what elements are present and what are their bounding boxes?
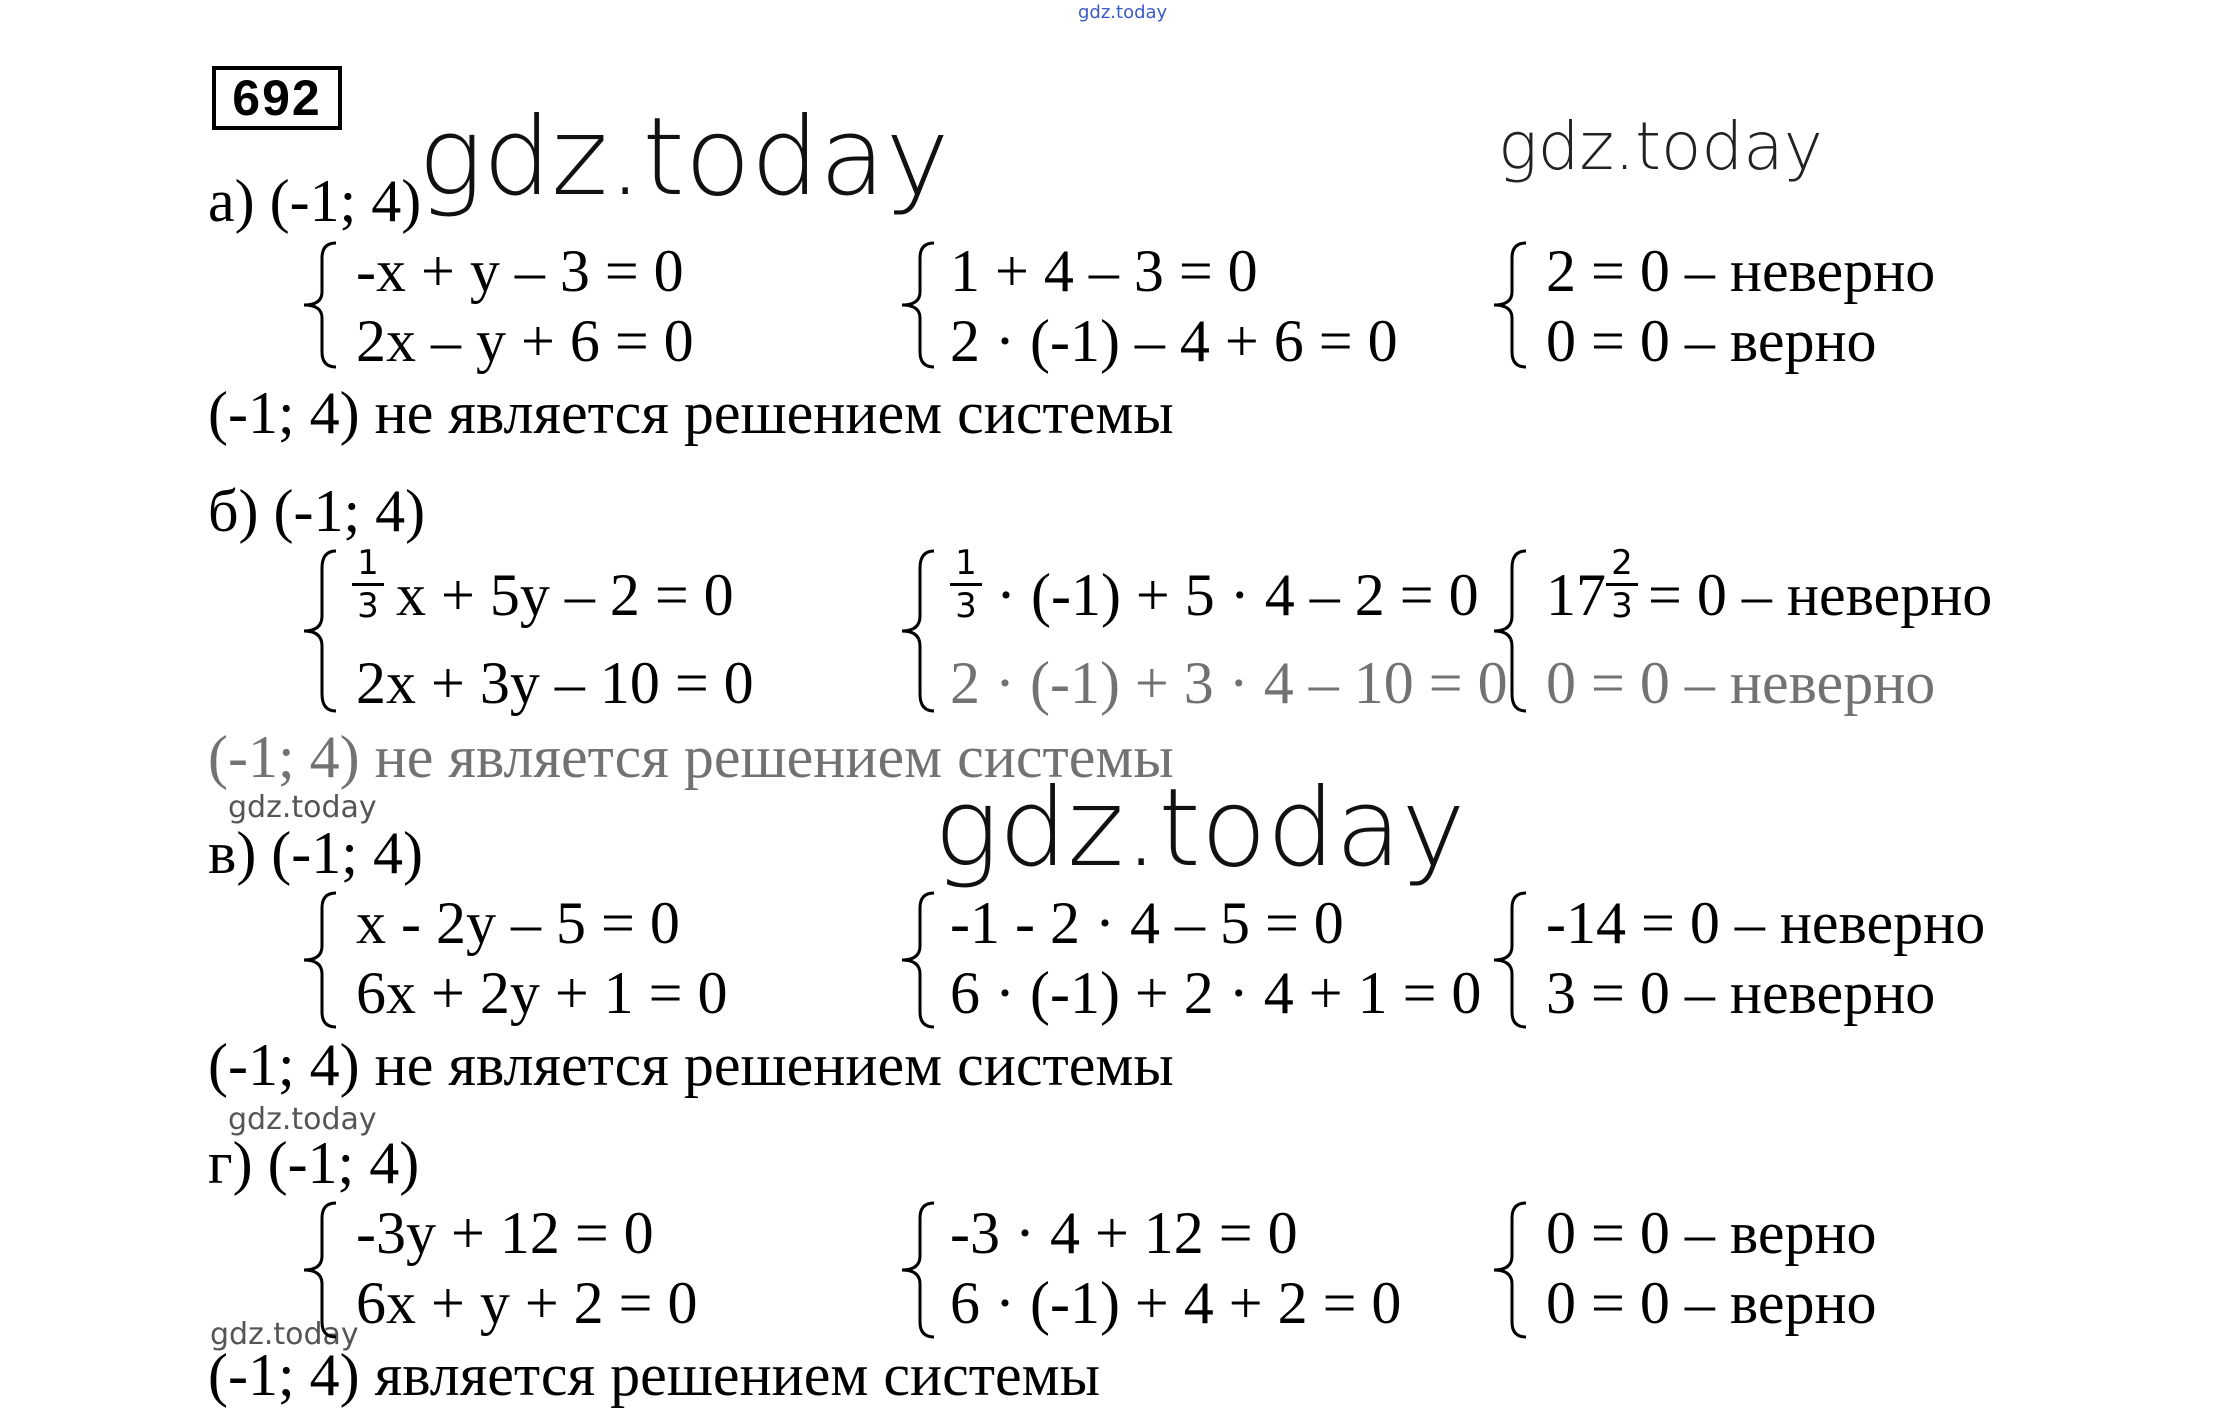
part-a-substitution-brace bbox=[898, 240, 938, 370]
part-v-system-line-2: 6x + 2y + 1 = 0 bbox=[356, 960, 728, 1026]
part-g-substitution-line-1: -3 · 4 + 12 = 0 bbox=[950, 1200, 1298, 1266]
watermark-big-top: gdz.today bbox=[418, 95, 950, 220]
part-g-system-line-2: 6x + y + 2 = 0 bbox=[356, 1270, 698, 1336]
part-a-check-line-1: 2 = 0 – неверно bbox=[1546, 238, 1936, 304]
part-b-substitution-brace bbox=[898, 548, 938, 714]
part-g-system-brace bbox=[300, 1200, 340, 1340]
part-a-system-line-2: 2x – y + 6 = 0 bbox=[356, 308, 694, 374]
part-b-substitution-fraction bbox=[950, 543, 982, 626]
part-b-system-brace bbox=[300, 548, 340, 714]
fraction-denominator: 3 bbox=[357, 586, 379, 626]
part-b-check-brace bbox=[1490, 548, 1530, 714]
part-a-system-brace bbox=[300, 240, 340, 370]
problem-number: 692 bbox=[212, 66, 342, 130]
part-b-system-fraction bbox=[352, 543, 384, 626]
part-g-substitution-line-2: 6 · (-1) + 4 + 2 = 0 bbox=[950, 1270, 1402, 1336]
watermark-big-middle: gdz.today bbox=[934, 766, 1466, 891]
watermark-small-g: gdz.today bbox=[210, 1317, 359, 1352]
part-v-substitution-line-1: -1 - 2 · 4 – 5 = 0 bbox=[950, 890, 1344, 956]
watermark-small-v: gdz.today bbox=[228, 1102, 377, 1137]
part-b-check-line-1: = 0 – неверно bbox=[1648, 562, 1993, 628]
fraction-denominator: 3 bbox=[1611, 586, 1633, 626]
part-b-check-line-2: 0 = 0 – неверно bbox=[1546, 650, 1936, 716]
part-v-check-line-2: 3 = 0 – неверно bbox=[1546, 960, 1936, 1026]
part-b-conclusion: (-1; 4) не является решением системы bbox=[208, 724, 1174, 790]
part-a-substitution-line-1: 1 + 4 – 3 = 0 bbox=[950, 238, 1258, 304]
header-watermark: gdz.today bbox=[1078, 2, 1168, 23]
fraction-numerator: 1 bbox=[357, 543, 379, 583]
part-v-system-brace bbox=[300, 890, 340, 1030]
part-a-substitution-line-2: 2 · (-1) – 4 + 6 = 0 bbox=[950, 308, 1398, 374]
part-g-system-line-1: -3y + 12 = 0 bbox=[356, 1200, 654, 1266]
part-g-check-brace bbox=[1490, 1200, 1530, 1340]
part-g-check-line-2: 0 = 0 – верно bbox=[1546, 1270, 1877, 1336]
part-b-system-line-2: 2x + 3y – 10 = 0 bbox=[356, 650, 754, 716]
part-v-check-line-1: -14 = 0 – неверно bbox=[1546, 890, 1986, 956]
part-b-system-line-1: x + 5y – 2 = 0 bbox=[396, 562, 734, 628]
watermark-small-b: gdz.today bbox=[228, 790, 377, 825]
part-v-check-brace bbox=[1490, 890, 1530, 1030]
part-g-conclusion: (-1; 4) является решением системы bbox=[208, 1342, 1100, 1408]
part-a-system-line-1: -x + y – 3 = 0 bbox=[356, 238, 684, 304]
part-v-conclusion: (-1; 4) не является решением системы bbox=[208, 1032, 1174, 1098]
part-v-label: в) (-1; 4) bbox=[208, 820, 423, 886]
part-a-check-brace bbox=[1490, 240, 1530, 370]
part-b-check-fraction bbox=[1606, 543, 1638, 626]
fraction-denominator: 3 bbox=[955, 586, 977, 626]
part-a-conclusion: (-1; 4) не является решением системы bbox=[208, 380, 1174, 446]
part-b-label: б) (-1; 4) bbox=[208, 478, 426, 544]
part-g-substitution-brace bbox=[898, 1200, 938, 1340]
part-a-label: а) (-1; 4) bbox=[208, 168, 422, 234]
fraction-numerator: 2 bbox=[1611, 543, 1633, 583]
part-g-label: г) (-1; 4) bbox=[208, 1130, 420, 1196]
part-v-system-line-1: x - 2y – 5 = 0 bbox=[356, 890, 680, 956]
part-b-substitution-line-1: · (-1) + 5 · 4 – 2 = 0 bbox=[996, 562, 1479, 628]
part-v-substitution-line-2: 6 · (-1) + 2 · 4 + 1 = 0 bbox=[950, 960, 1482, 1026]
part-g-check-line-1: 0 = 0 – верно bbox=[1546, 1200, 1877, 1266]
watermark-top-right: gdz.today bbox=[1498, 108, 1823, 185]
fraction-numerator: 1 bbox=[955, 543, 977, 583]
part-b-check-whole: 17 bbox=[1546, 562, 1606, 628]
part-b-substitution-line-2: 2 · (-1) + 3 · 4 – 10 = 0 bbox=[950, 650, 1508, 716]
part-v-substitution-brace bbox=[898, 890, 938, 1030]
part-a-check-line-2: 0 = 0 – верно bbox=[1546, 308, 1877, 374]
